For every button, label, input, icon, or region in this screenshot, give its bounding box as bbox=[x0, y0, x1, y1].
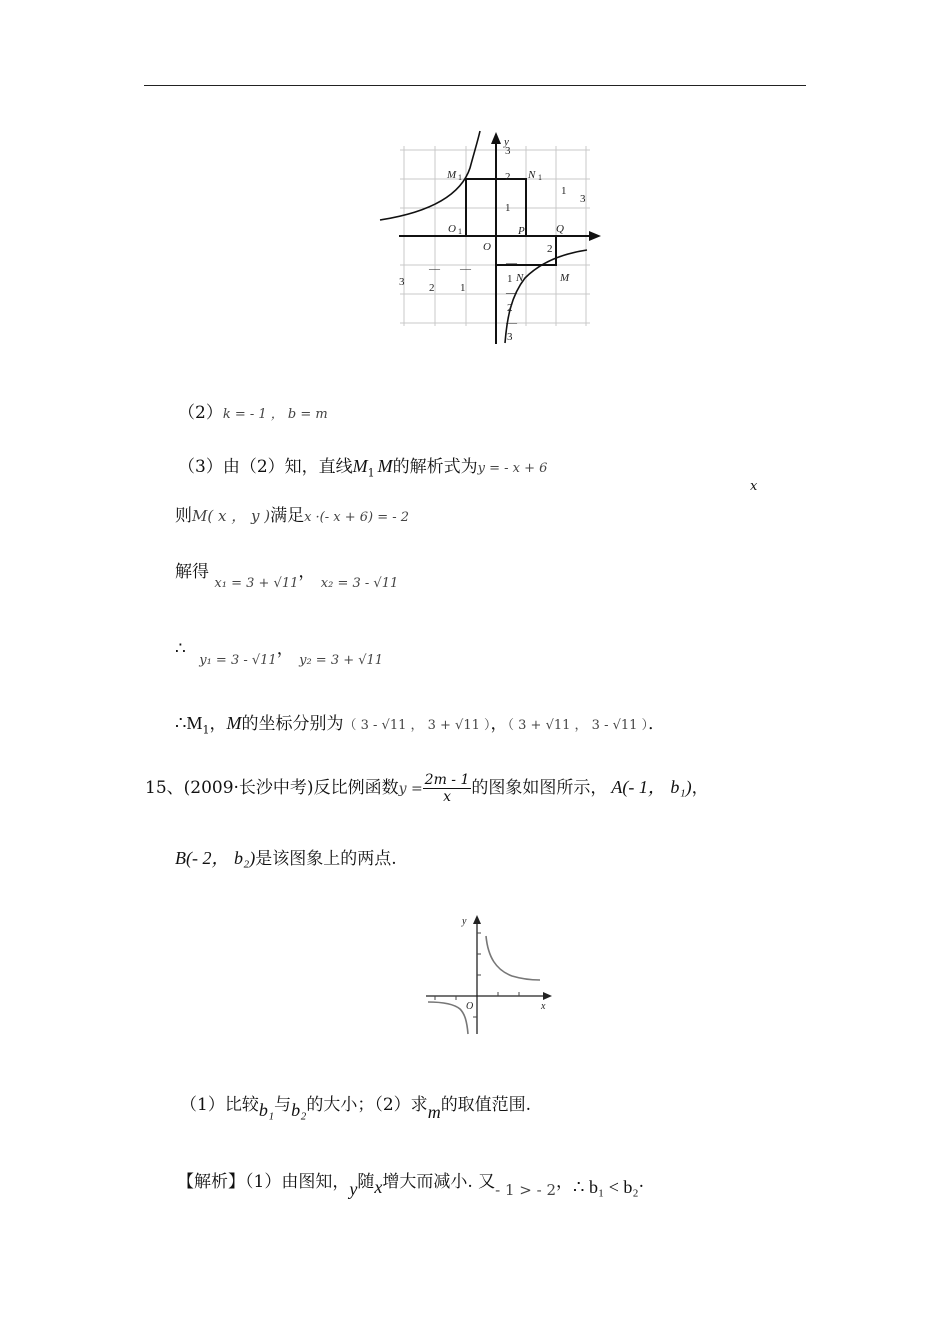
svg-text:—: — bbox=[460, 263, 471, 275]
fraction: $\frac{2m - 1}{x}$ bbox=[424, 772, 470, 805]
svg-text:3: 3 bbox=[580, 193, 586, 205]
svg-text:1: 1 bbox=[507, 273, 513, 285]
figure-hyperbola-rectangles bbox=[375, 128, 605, 348]
svg-text:1: 1 bbox=[458, 227, 462, 236]
question-15-points: B(- 2， b₂)是该图象上的两点. bbox=[175, 848, 397, 869]
svg-text:2: 2 bbox=[547, 243, 553, 255]
svg-text:2: 2 bbox=[505, 171, 511, 183]
svg-text:—: — bbox=[506, 287, 517, 299]
svg-text:2: 2 bbox=[507, 302, 513, 314]
svg-text:x: x bbox=[541, 1001, 546, 1012]
svg-text:1: 1 bbox=[458, 173, 462, 182]
svg-text:P: P bbox=[518, 225, 525, 237]
svg-text:M: M bbox=[447, 169, 457, 181]
svg-text:—: — bbox=[429, 263, 440, 275]
svg-text:M: M bbox=[560, 272, 570, 284]
svg-text:1: 1 bbox=[538, 173, 542, 182]
svg-text:O: O bbox=[466, 1001, 474, 1012]
svg-text:3: 3 bbox=[399, 276, 405, 288]
coordinates-line: $\therefore M_1$，M的坐标分别为（ 3 - √11 ， 3 + √11 ），（ 3 + √11 ， 3 - √11 ）． bbox=[175, 713, 666, 737]
question-15: 15、(2009·长沙中考)反比例函数y = $\frac{2m - 1}{x}$ 的图象如图所示， A(- 1， b₁)， bbox=[145, 772, 709, 805]
solution-part3: （3）由（2）知，直线$M_1$ M的解析式为y = - x + 6 bbox=[178, 456, 548, 480]
svg-text:1: 1 bbox=[505, 202, 511, 214]
svg-text:N: N bbox=[528, 169, 536, 181]
stray-x: x bbox=[750, 479, 758, 494]
solve-x-line: 解得 $_{x_1 = 3 + √11}$， $_{x_2 = 3 - √11}$ bbox=[175, 562, 399, 591]
header-rule bbox=[144, 85, 806, 86]
svg-text:—: — bbox=[506, 317, 517, 329]
condition-line: 则M( x ， y )满足x ·(- x + 6) = - 2 bbox=[175, 506, 410, 526]
svg-text:N: N bbox=[516, 272, 524, 284]
svg-text:O: O bbox=[448, 223, 456, 235]
analysis-line: 【解析】（1）由图知，y随x增大而减小. 又- 1 > - 2，∴ b₁ < b₂. bbox=[177, 1172, 645, 1199]
solution-part2: （2）k = - 1 ， b = m bbox=[178, 403, 328, 423]
figure-inverse-function bbox=[422, 912, 557, 1042]
svg-text:3: 3 bbox=[505, 145, 511, 157]
question-15-subparts: （1）比较b₁与b₂的大小；（2）求m的取值范围. bbox=[180, 1095, 532, 1122]
svg-text:1: 1 bbox=[561, 185, 567, 197]
svg-text:—: — bbox=[506, 257, 517, 269]
svg-text:O: O bbox=[483, 241, 491, 253]
svg-text:3: 3 bbox=[507, 331, 513, 343]
solve-y-line: ∴ $_{y_1 = 3 - √11}$， $_{y_2 = 3 + √11}$ bbox=[175, 639, 384, 668]
svg-text:Q: Q bbox=[556, 223, 564, 235]
svg-text:2: 2 bbox=[429, 282, 435, 294]
svg-text:1: 1 bbox=[460, 282, 466, 294]
svg-text:y: y bbox=[462, 916, 467, 927]
fig1-y-label: y bbox=[504, 136, 509, 148]
